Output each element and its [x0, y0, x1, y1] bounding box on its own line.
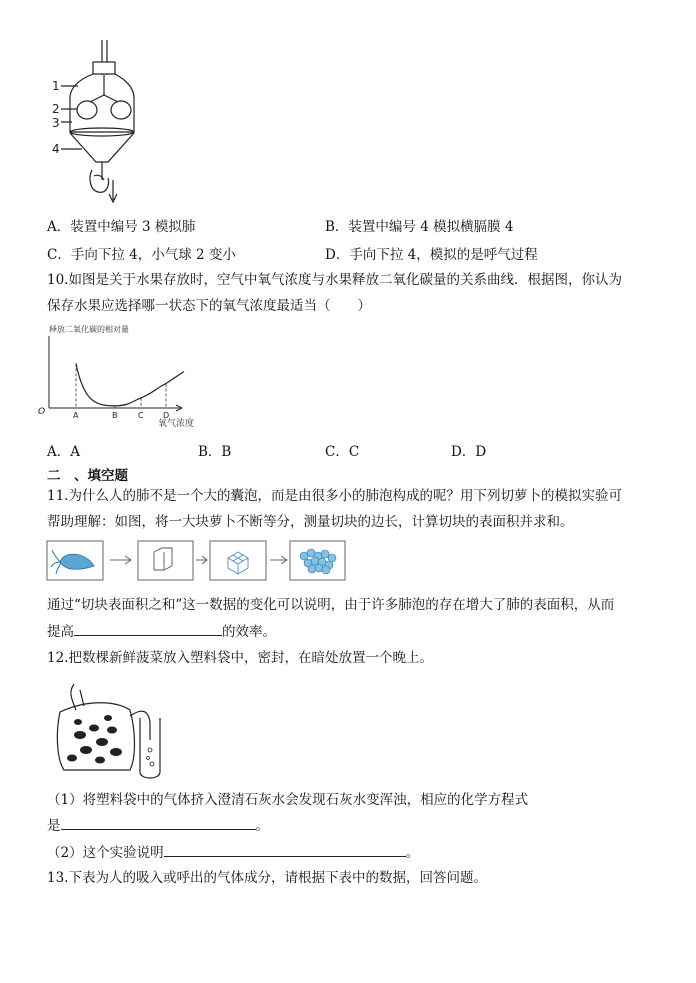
q12-equation-blank[interactable] — [61, 815, 256, 830]
q10-option-b: B．B — [198, 444, 232, 460]
q12-sub2-suffix: 。 — [405, 845, 420, 861]
chart-xlabel: 氧气浓度 — [158, 419, 195, 429]
chart-ylabel: 释放二氧化碳的相对量 — [49, 325, 129, 334]
q13-stem: 13.下表为人的吸入或呼出的气体成分，请根据下表中的数据，回答问题。 — [47, 870, 487, 886]
spinach-bag-figure — [50, 680, 170, 780]
q10-stem-line2: 保存水果应选择哪一状态下的氧气浓度最适当（ ） — [47, 298, 371, 314]
q10-option-d: D．D — [451, 444, 487, 460]
q11-stem-line1: 11.为什么人的肺不是一个大的囊泡，而是由很多小的肺泡构成的呢？用下列切萝卜的模拟实验可 — [47, 488, 622, 504]
q11-stem-line2: 帮助理解：如图，将一大块萝卜不断等分，测量切块的边长，计算切块的表面积并求和。 — [47, 514, 574, 530]
q12-stem: 12.把数棵新鲜菠菜放入塑料袋中，密封，在暗处放置一个晚上。 — [47, 650, 433, 666]
q9-option-a: A．装置中编号 3 模拟肺 — [47, 219, 196, 235]
q12-sub2-prefix: （2）这个实验说明 — [47, 845, 164, 861]
x-tick-label: D — [163, 411, 170, 420]
balloon-right — [111, 101, 131, 119]
pieces-icon — [300, 549, 336, 574]
q12-conclusion-blank[interactable] — [164, 842, 406, 857]
q11-suffix: 的效率。 — [222, 624, 276, 640]
q9-option-d: D．手向下拉 4，模拟的是呼气过程 — [325, 247, 538, 263]
q11-prefix: 提高 — [47, 624, 74, 640]
arrow-icon — [270, 556, 287, 564]
panel-half-cut — [138, 541, 193, 580]
q10-option-a: A．A — [47, 444, 80, 460]
q11-text-line4 — [47, 621, 276, 642]
balloon-left — [77, 101, 97, 119]
x-tick-label: C — [138, 411, 144, 420]
fig-label-4: 4 — [52, 142, 60, 156]
q12-sub1-prefix: 是 — [47, 818, 61, 834]
section-title: 二 、填空题 — [47, 468, 128, 484]
fig-label-3: 3 — [52, 116, 60, 130]
fig-label-1: 1 — [52, 79, 60, 93]
q12-sub2 — [47, 842, 419, 863]
fig-label-2: 2 — [52, 102, 60, 116]
arrow-icon — [110, 556, 131, 564]
q10-option-c: C．C — [325, 444, 360, 460]
q9-option-b: B．装置中编号 4 模拟横膈膜 4 — [325, 219, 514, 235]
x-tick-label: A — [73, 411, 79, 420]
q12-sub1-suffix: 。 — [255, 818, 269, 834]
q9-option-c: C．手向下拉 4，小气球 2 变小 — [47, 247, 236, 263]
q12-sub1-line1: （1）将塑料袋中的气体挤入澄清石灰水会发现石灰水变浑浊，相应的化学方程式 — [47, 792, 529, 808]
q11-answer-blank[interactable] — [74, 621, 222, 636]
radish-cutting-figure — [46, 540, 346, 582]
q11-text-line3: 通过“切块表面积之和”这一数据的变化可以说明，由于许多肺泡的存在增大了肺的表面积，从而 — [47, 597, 615, 613]
q12-sub1-line2 — [47, 815, 269, 836]
arrow-icon — [196, 556, 207, 564]
series-line — [76, 363, 184, 405]
oxygen-co2-chart — [40, 322, 240, 434]
x-tick-label: B — [112, 411, 118, 420]
spinach-icon — [67, 715, 122, 764]
lung-model-figure — [50, 40, 140, 205]
q10-stem-line1: 10.如图是关于水果存放时，空气中氧气浓度与水果释放二氧化碳量的关系曲线．根据图，你认为 — [47, 272, 622, 288]
radish-icon — [51, 550, 94, 574]
chart-origin: O — [38, 407, 46, 417]
